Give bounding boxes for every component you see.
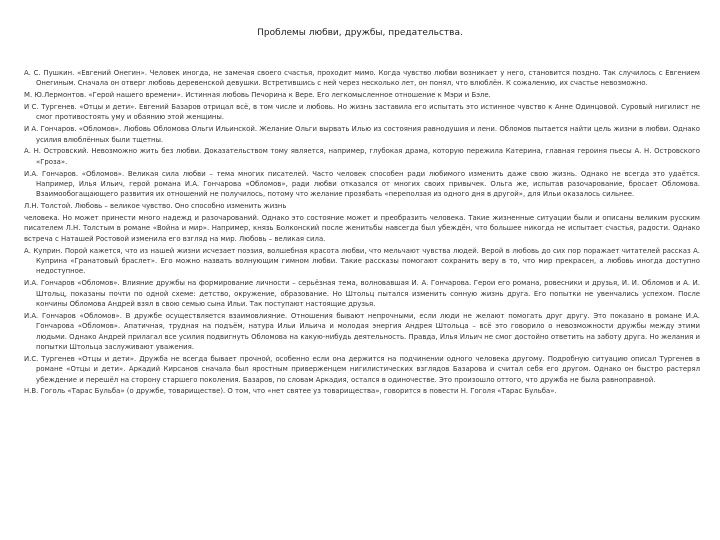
paragraph-goncharov-influence: И.А. Гончаров «Обломов». В дружбе осуществляется взаимовлияние. Отношения бывают непрочными, если люди не желают помогать друг другу. Это показано в романе И.А. Гончарова «Обломов». Апатичная, трудная на подъём, натура Ильи Ильича и молодая энергия Андрея Штольца – всё это говорило о невозможности дружбы между этими людьми. Однако Андрей прилагал все усилия подвигнуть Обломова на какую-нибудь деятельность. Правда, Илья Ильич не смог достойно ответить на заботу друга. Но желания и попытки Штольца заслуживают уважения. (24, 311, 700, 352)
paragraph-tolstoy-intro: Л.Н. Толстой. Любовь – великое чувство. Оно способно изменить жизнь (24, 202, 287, 211)
paragraph-goncharov-friendship: И.А. Гончаров «Обломов». Влияние дружбы на формирование личности – серьёзная тема, волновавшая И. А. Гончарова. Герои его романа, ровесники и друзья, И. И. Обломов и А. И. Штольц, показаны почти по одной схеме: детство, окружение, образование. Но Штольц пытался изменить сонную жизнь друга. Его попытки не увенчались успехом. После кончины Обломова Андрей взял в свою семью сына Ильи. Так поступают настоящие друзья. (24, 279, 700, 309)
paragraph-ostrovsky: А. Н. Островский. Невозможно жить без любви. Доказательством тому является, например, глубокая драма, которую пережила Катерина, главная героиня пьесы А. Н. Островского «Гроза». (24, 147, 700, 166)
paragraph-lermontov: М. Ю.Лермонтов. «Герой нашего времени». Истинная любовь Печорина к Вере. Его легкомысленное отношение к Мэри и Бэле. (24, 91, 491, 100)
paragraph-tolstoy-body: человека. Но может принести много надежд и разочарований. Однако это состояние может и преобразить человека. Такие жизненные ситуации были и описаны великим русским писателем Л.Н. Толстым в романе «Война и мир». Например, князь Болконский после женитьбы навсегда был убеждён, что большее никогда не испытает счастья, радости. Однако встреча с Наташей Ростовой изменила его взгляд на мир. Любовь – великая сила. (24, 214, 700, 243)
paragraph-goncharov-love: И.А. Гончаров. «Обломов». Великая сила любви – тема многих писателей. Часто человек способен ради любимого изменить даже свою жизнь. Однако не всегда это удаётся. Например, Илья Ильич, герой романа И.А. Гончарова «Обломов», ради любви отказался от многих своих привычек. Ольга же, испытав разочарование, бросает Обломова. Взаимообогащающего развития их отношений не получилось, потому что желание прозябать «переползая из одного дня в другой», для Ильи оказалось сильнее. (24, 169, 700, 199)
document-body (24, 68, 700, 398)
paragraph-gogol: Н.В. Гоголь «Тарас Бульба» (о дружбе, товариществе). О том, что «нет святее уз товарищества», говорится в повести Н. Гоголя «Тарас Бульба». (24, 387, 557, 396)
page-title: Проблемы любви, дружбы, предательства. (257, 28, 463, 38)
paragraph-pushkin-onegin: А. С. Пушкин. «Евгений Онегин». Человек иногда, не замечая своего счастья, проходит мимо. Когда чувство любви возникает у него, становится поздно. Так случилось с Евгением Онегиным. Сначала он отверг любовь деревенской девушки. Встретившись с ней через несколько лет, он понял, что влюблён. К сожалению, их счастье невозможно. (24, 69, 700, 88)
paragraph-turgenev-bazarov: И С. Тургенев. «Отцы и дети». Евгений Базаров отрицал всё, в том числе и любовь. Но жизнь заставила его испытать это истинное чувство к Анне Одинцовой. Суровый нигилист не смог противостоять уму и обаянию этой женщины. (24, 103, 700, 122)
paragraph-kuprin: А. Куприн. Порой кажется, что из нашей жизни исчезает поэзия, волшебная красота любви, что мельчают чувства людей. Верой в любовь до сих пор поражает читателей рассказ А. Куприна «Гранатовый браслет». Его можно назвать волнующим гимном любви. Такие рассказы помогают сохранить веру в то, что мир прекрасен, а любовь иногда доступно недоступное. (24, 246, 700, 276)
paragraph-turgenev-friendship: И.С. Тургенев «Отцы и дети». Дружба не всегда бывает прочной, особенно если она держится на подчинении одного человека другому. Подробную ситуацию описал Тургенев в романе «Отцы и дети». Аркадий Кирсанов сначала был яростным приверженцем нигилистических взглядов Базарова и считал себя его другом. Однако он быстро растерял убеждение и перешёл на сторону старшего поколения. Базаров, по словам Аркадия, остался в одиночестве. Это произошло оттого, что дружба не была равноправной. (24, 354, 700, 384)
paragraph-goncharov-olga: И А. Гончаров. «Обломов». Любовь Обломова Ольги Ильинской. Желание Ольги вырвать Илью из состояния равнодушия и лени. Обломов пытается найти цель жизни в любви. Однако усилия влюблённых были тщетны. (24, 125, 700, 144)
